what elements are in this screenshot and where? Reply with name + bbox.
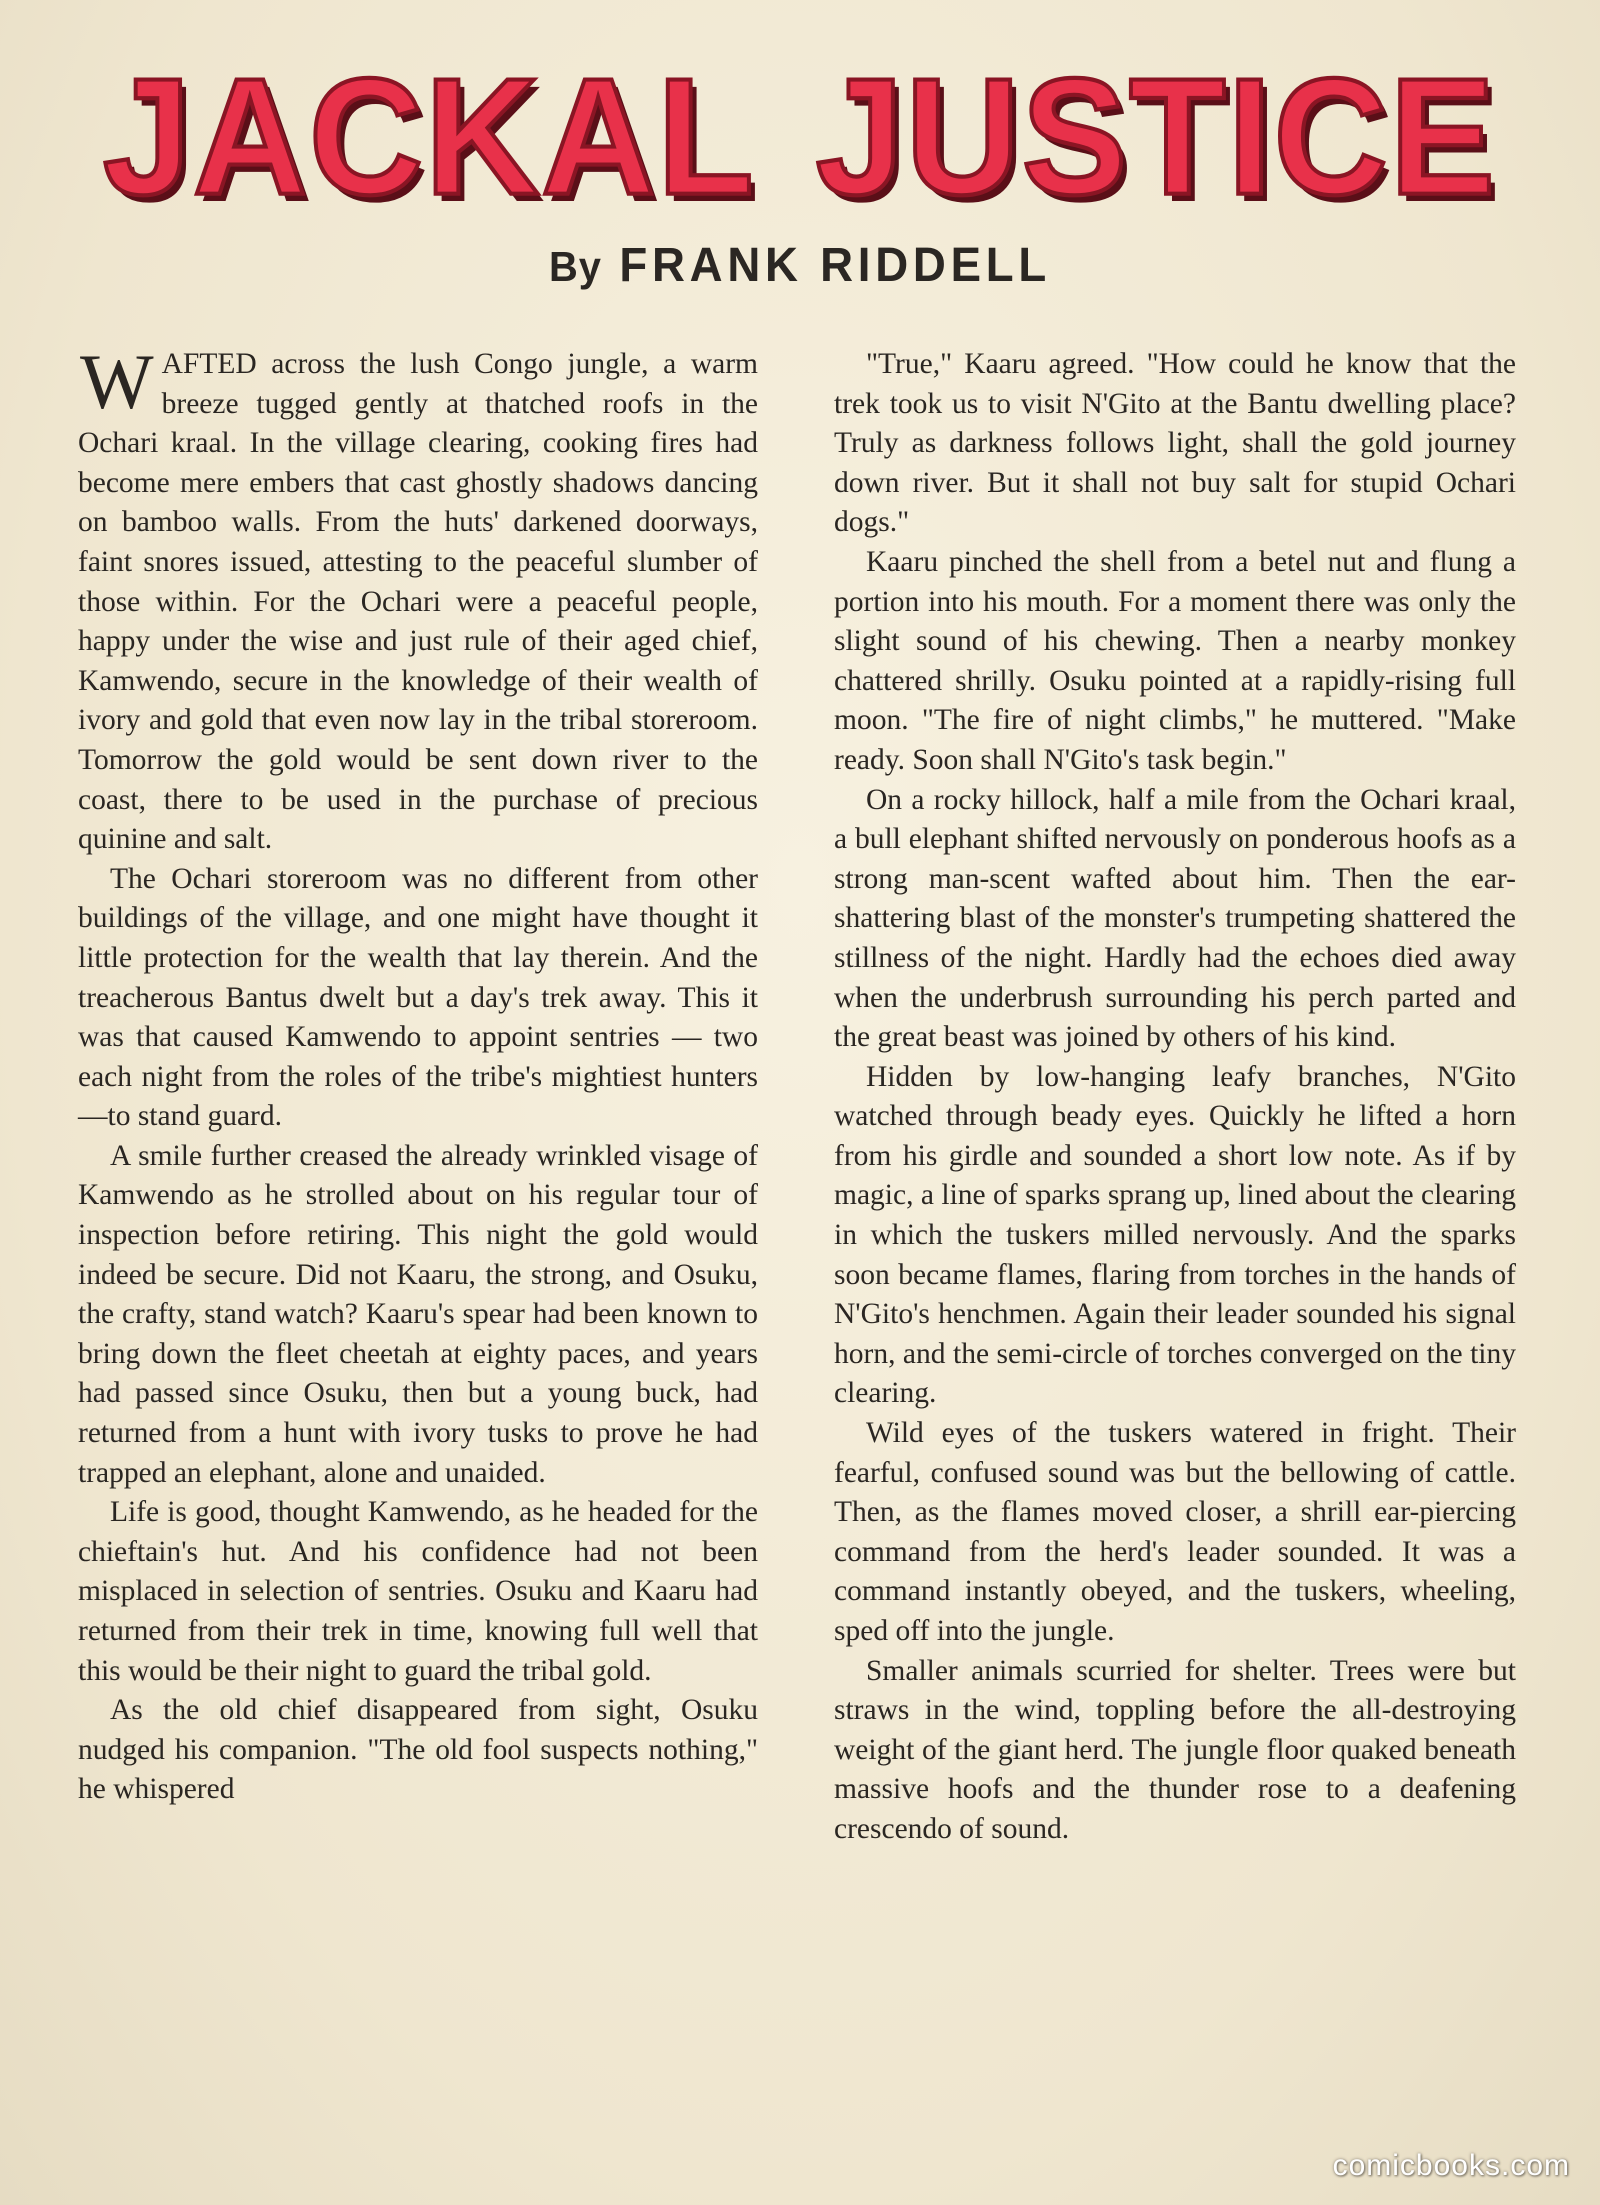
paragraph: On a rocky hillock, half a mile from the Ochari kraal, a bull elephant shifted nervously on ponderous hoofs as a strong man-scent wafted about him. Then the ear-shattering blast of the monster's trumpeting shattered the stillness of the night. Hardly had the echoes died away when the underbrush surrounding his perch parted and the great beast was joined by others of his kind.: [834, 783, 1516, 1054]
right-column: [834, 345, 1516, 1850]
site-watermark: comicbooks.com: [1332, 2149, 1570, 2182]
paragraph: A smile further creased the already wrinkled visage of Kamwendo as he strolled about on his regular tour of inspection before retiring. This night the gold would indeed be secure. Did not Kaaru, the strong, and Osuku, the crafty, stand watch? Kaaru's spear had been known to bring down the fleet cheetah at eighty paces, and years had passed since Osuku, then but a young buck, had returned from a hunt with ivory tusks to prove he had trapped an elephant, alone and unaided.: [78, 1139, 758, 1489]
story-title: [0, 44, 1600, 230]
paragraph: Life is good, thought Kamwendo, as he headed for the chieftain's hut. And his confidence had not been misplaced in selection of sentries. Osuku and Kaaru had returned from their trek in time, knowing full well that this would be their night to guard the tribal gold.: [78, 1496, 758, 1687]
left-column: [78, 338, 758, 1810]
paragraph: Smaller animals scurried for shelter. Trees were but straws in the wind, toppling before the all-destroying weight of the giant herd. The jungle floor quaked beneath massive hoofs and the thunder rose to a deafening crescendo of sound.: [834, 1654, 1516, 1845]
byline: [40, 238, 1560, 293]
title-word-justice: JUSTICE: [815, 44, 1498, 230]
paragraph: "True," Kaaru agreed. "How could he know that the trek took us to visit N'Gito at the Bantu dwelling place? Truly as darkness follows light, shall the gold journey down river. But it shall not buy salt for stupid Ochari dogs.": [834, 348, 1516, 539]
drop-cap: W: [80, 338, 154, 425]
byline-by: By: [549, 243, 602, 290]
title-word-jackal: JACKAL: [102, 44, 756, 230]
paragraph: The Ochari storeroom was no different from other buildings of the village, and one might have thought it little protection for the wealth that lay therein. And the treacherous Bantus dwelt but a day's trek away. This it was that caused Kamwendo to appoint sentries — two each night from the roles of the tribe's mightiest hunters—to stand guard.: [78, 862, 758, 1133]
paragraph: WAFTED across the lush Congo jungle, a warm breeze tugged gently at thatched roofs in the Ochari kraal. In the village clearing, cooking fires had become mere embers that cast ghostly shadows dancing on bamboo walls. From the huts' darkened doorways, faint snores issued, attesting to the peaceful slumber of those within. For the Ochari were a peaceful people, happy under the wise and just rule of their aged chief, Kamwendo, secure in the knowledge of their wealth of ivory and gold that even now lay in the tribal storeroom. Tomorrow the gold would be sent down river to the coast, there to be used in the purchase of precious quinine and salt.: [78, 338, 758, 856]
byline-author: FRANK RIDDELL: [619, 239, 1051, 292]
paragraph: Kaaru pinched the shell from a betel nut and flung a portion into his mouth. For a moment there was only the slight sound of his chewing. Then a nearby monkey chattered shrilly. Osuku pointed at a rapidly-rising full moon. "The fire of night climbs," he muttered. "Make ready. Soon shall N'Gito's task begin.": [834, 545, 1516, 776]
paragraph: As the old chief disappeared from sight, Osuku nudged his companion. "The old fool suspects nothing," he whispered: [78, 1694, 758, 1806]
paragraph: Wild eyes of the tuskers watered in fright. Their fearful, confused sound was but the bellowing of cattle. Then, as the flames moved closer, a shrill ear-piercing command from the herd's leader sounded. It was a command instantly obeyed, and the tuskers, wheeling, sped off into the jungle.: [834, 1417, 1516, 1647]
paragraph: Hidden by low-hanging leafy branches, N'Gito watched through beady eyes. Quickly he lifted a horn from his girdle and sounded a short low note. As if by magic, a line of sparks sprang up, lined about the clearing in which the tuskers milled nervously. And the sparks soon became flames, flaring from torches in the hands of N'Gito's henchmen. Again their leader sounded his signal horn, and the semi-circle of torches converged on the tiny clearing.: [834, 1060, 1516, 1410]
